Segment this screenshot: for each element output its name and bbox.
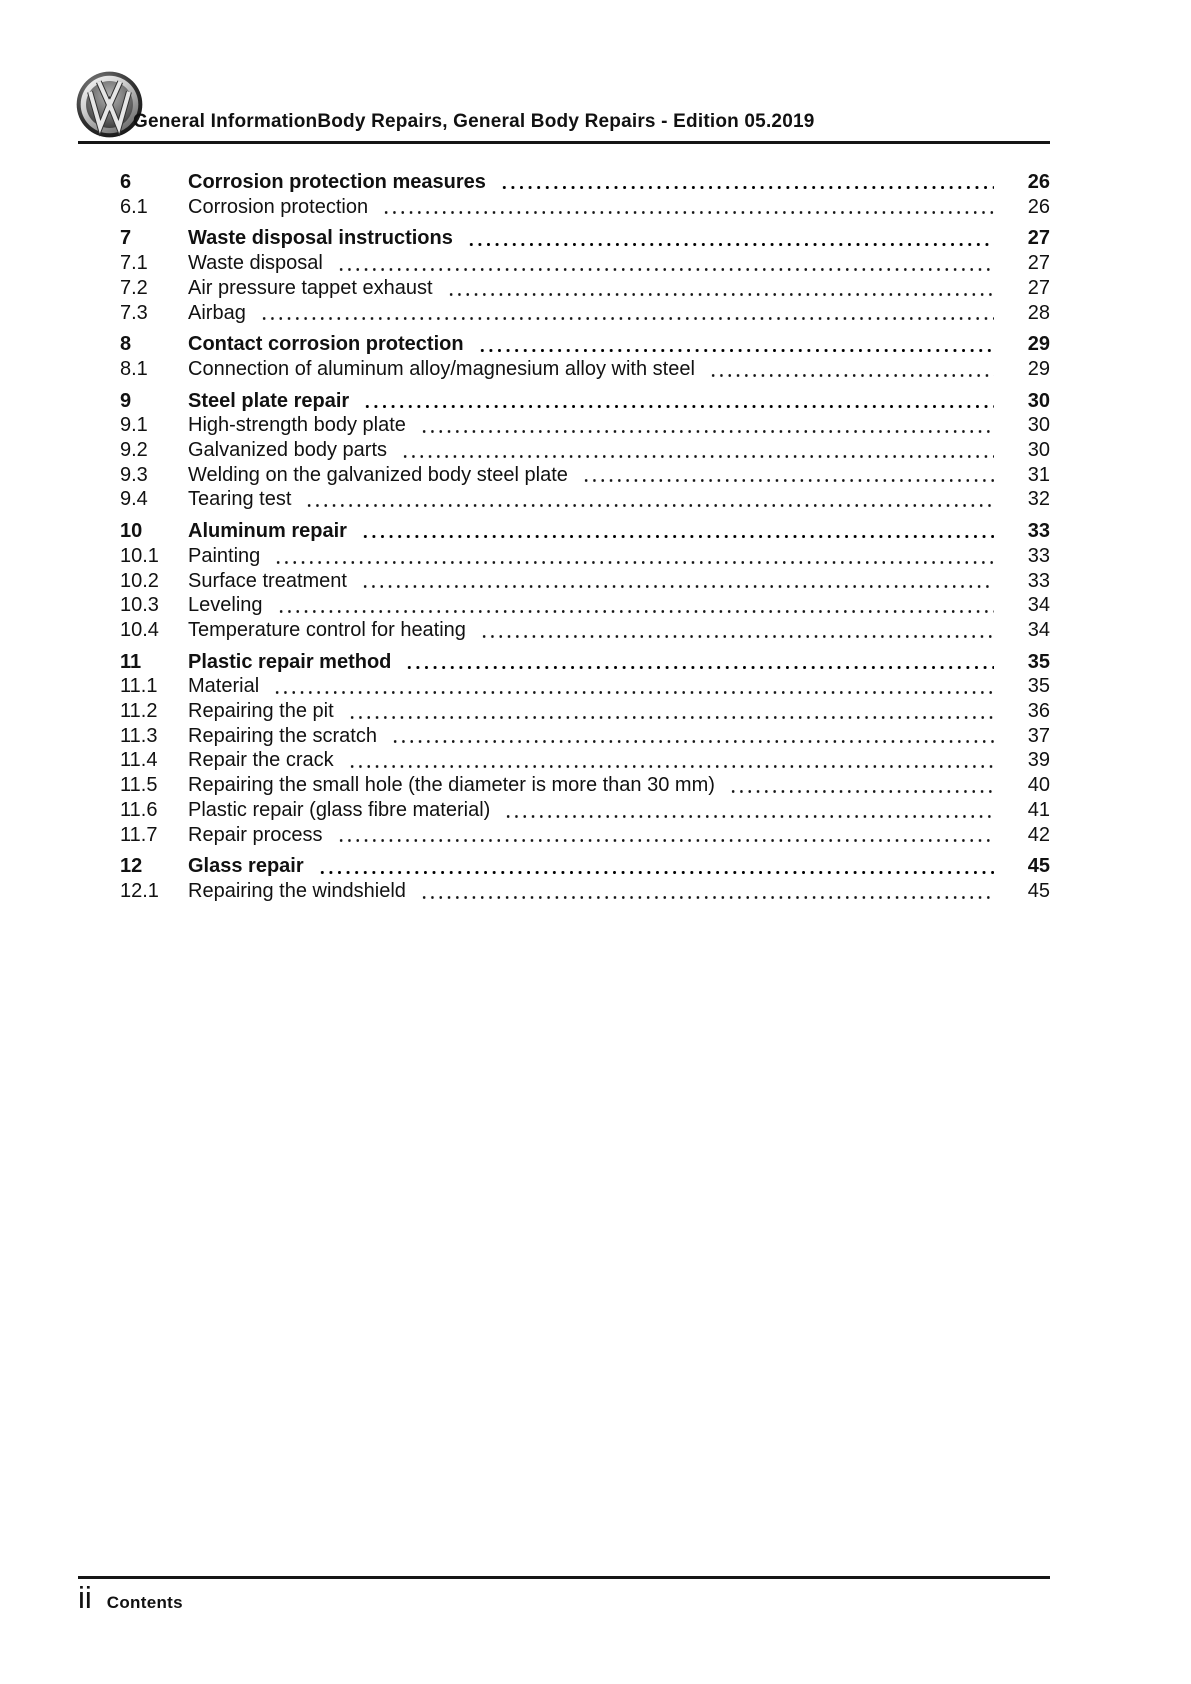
- dot-leader: [337, 823, 994, 848]
- dot-leader: [709, 357, 994, 382]
- toc-row: [120, 699, 1050, 724]
- toc-section-title: Plastic repair (glass fibre material): [188, 798, 491, 821]
- toc-page-number: 32: [1027, 488, 1050, 511]
- dot-leader: [274, 544, 994, 569]
- toc-section-title: Connection of aluminum alloy/magnesium alloy with steel: [188, 357, 695, 380]
- toc-section-title: Repair the crack: [188, 749, 334, 772]
- toc-page-number: 45: [1027, 855, 1050, 878]
- dot-leader: [401, 438, 994, 463]
- toc-row: [120, 276, 1050, 301]
- toc-row: [120, 879, 1050, 904]
- toc-section-number: 10.1: [120, 544, 159, 567]
- toc-list: [120, 163, 1050, 904]
- toc-row: [120, 674, 1050, 699]
- toc-section-number: 11.1: [120, 675, 158, 698]
- footer-page-number: ii: [78, 1580, 92, 1615]
- footer-contents-label: Contents: [106, 1593, 183, 1612]
- page-footer: [78, 1581, 183, 1615]
- toc-row: [120, 487, 1050, 512]
- toc-page-number: 30: [1027, 414, 1050, 437]
- toc-page-number: 31: [1027, 463, 1050, 486]
- toc-page-number: 41: [1027, 798, 1050, 821]
- dot-leader: [348, 748, 994, 773]
- toc-page-number: 28: [1027, 301, 1050, 324]
- toc-page-number: 30: [1027, 389, 1050, 412]
- toc-section-number: 10: [120, 520, 143, 543]
- toc-page-number: 36: [1027, 700, 1050, 723]
- toc-row: [120, 251, 1050, 276]
- dot-leader: [582, 463, 994, 488]
- page-header-title: General InformationBody Repairs, General Body Repairs - Edition 05.2019: [133, 111, 815, 132]
- toc-section-number: 10.3: [120, 594, 159, 617]
- toc-row: [120, 854, 1050, 879]
- header-divider: [78, 141, 1050, 144]
- toc-section-title: Surface treatment: [188, 569, 347, 592]
- toc-section-title: Tearing test: [188, 488, 292, 511]
- toc-page-number: 30: [1027, 439, 1050, 462]
- toc-section-title: Waste disposal instructions: [188, 227, 453, 250]
- toc-row: [120, 618, 1050, 643]
- toc-page-number: 27: [1027, 252, 1050, 275]
- dot-leader: [318, 854, 994, 879]
- toc-section-title: Glass repair: [188, 855, 304, 878]
- toc-page-number: 26: [1027, 171, 1050, 193]
- dot-leader: [480, 618, 994, 643]
- toc-row: [120, 463, 1050, 488]
- toc-row: [120, 798, 1050, 823]
- toc-row: [120, 724, 1050, 749]
- toc-section-number: 7.1: [120, 252, 148, 275]
- toc-section-title: Corrosion protection measures: [188, 171, 486, 193]
- toc-row: [120, 823, 1050, 848]
- dot-leader: [348, 699, 994, 724]
- toc-section-title: Steel plate repair: [188, 389, 350, 412]
- footer-divider: [78, 1576, 1050, 1579]
- dot-leader: [363, 389, 994, 414]
- toc-section-number: 8.1: [120, 357, 148, 380]
- dot-leader: [467, 226, 994, 251]
- toc-row: [120, 773, 1050, 798]
- toc-section-title: Leveling: [188, 594, 263, 617]
- toc-section-title: Temperature control for heating: [188, 618, 466, 641]
- toc-page-number: 42: [1027, 823, 1050, 846]
- toc-row: [120, 413, 1050, 438]
- dot-leader: [361, 569, 994, 594]
- dot-leader: [273, 674, 994, 699]
- toc-section-title: Painting: [188, 544, 261, 567]
- toc-row: [120, 357, 1050, 382]
- toc-section-title: Repairing the scratch: [188, 724, 377, 747]
- toc-page-number: 27: [1027, 227, 1050, 250]
- toc-page-number: 29: [1027, 357, 1050, 380]
- toc-section-number: 6.1: [120, 195, 148, 218]
- toc-section-number: 7: [120, 227, 132, 250]
- toc-page-number: 33: [1027, 544, 1050, 567]
- toc-section-number: 6: [120, 171, 132, 193]
- dot-leader: [382, 195, 994, 220]
- dot-leader: [277, 593, 994, 618]
- toc-section-number: 11.5: [120, 774, 158, 797]
- toc-section-number: 11.7: [120, 823, 158, 846]
- toc-section-number: 9.3: [120, 463, 148, 486]
- toc-page-number: 27: [1027, 276, 1050, 299]
- toc-section-title: Airbag: [188, 301, 246, 324]
- toc-section-number: 11.4: [120, 749, 158, 772]
- toc-row: [120, 332, 1050, 357]
- toc-row: [120, 519, 1050, 544]
- toc-section-number: 7.2: [120, 276, 148, 299]
- toc-page-number: 26: [1027, 195, 1050, 218]
- toc-row: [120, 195, 1050, 220]
- toc-row: [120, 170, 1050, 195]
- toc-row: [120, 438, 1050, 463]
- toc-section-number: 11.6: [120, 798, 158, 821]
- toc-section-title: Corrosion protection: [188, 195, 369, 218]
- toc-page-number: 37: [1027, 724, 1050, 747]
- toc-section-title: Contact corrosion protection: [188, 333, 464, 356]
- toc-section-number: 7.3: [120, 301, 148, 324]
- toc-section-title: High-strength body plate: [188, 414, 406, 437]
- dot-leader: [420, 413, 994, 438]
- toc-section-number: 11: [120, 650, 142, 673]
- dot-leader: [361, 519, 994, 544]
- dot-leader: [337, 251, 994, 276]
- toc-section-title: Galvanized body parts: [188, 439, 388, 462]
- toc-section-number: 9.1: [120, 414, 148, 437]
- toc-section-title: Repairing the pit: [188, 700, 334, 723]
- dot-leader: [260, 301, 994, 326]
- dot-leader: [305, 487, 994, 512]
- toc-section-title: Repair process: [188, 823, 323, 846]
- dot-leader: [478, 332, 994, 357]
- toc-section-number: 11.3: [120, 724, 158, 747]
- toc-row: [120, 650, 1050, 675]
- toc-page-number: 34: [1027, 594, 1050, 617]
- toc-page-number: 45: [1027, 879, 1050, 902]
- toc-section-number: 9: [120, 389, 132, 412]
- toc-section-number: 11.2: [120, 700, 158, 723]
- toc-section-title: Repairing the windshield: [188, 879, 406, 902]
- toc-section-title: Aluminum repair: [188, 520, 347, 543]
- dot-leader: [405, 650, 994, 675]
- toc-section-number: 12.1: [120, 879, 159, 902]
- toc-page-number: 33: [1027, 569, 1050, 592]
- toc-row: [120, 593, 1050, 618]
- toc-section-title: Welding on the galvanized body steel plate: [188, 463, 568, 486]
- dot-leader: [447, 276, 994, 301]
- toc-section-title: Waste disposal: [188, 252, 323, 275]
- toc-page-number: 34: [1027, 618, 1050, 641]
- dot-leader: [391, 724, 994, 749]
- toc-row: [120, 301, 1050, 326]
- toc-section-number: 8: [120, 333, 132, 356]
- toc-section-number: 10.4: [120, 618, 159, 641]
- toc-row: [120, 748, 1050, 773]
- toc-page-number: 29: [1027, 333, 1050, 356]
- toc-section-number: 10.2: [120, 569, 159, 592]
- toc-row: [120, 569, 1050, 594]
- toc-page-number: 33: [1027, 520, 1050, 543]
- toc-section-title: Material: [188, 675, 260, 698]
- toc-section-number: 12: [120, 855, 143, 878]
- toc-page-number: 39: [1027, 749, 1050, 772]
- dot-leader: [504, 798, 994, 823]
- toc-section-title: Plastic repair method: [188, 650, 392, 673]
- toc-row: [120, 389, 1050, 414]
- toc-section-title: Repairing the small hole (the diameter is more than 30 mm): [188, 774, 715, 797]
- toc-row: [120, 544, 1050, 569]
- toc-page-number: 35: [1027, 650, 1050, 673]
- toc-page-number: 35: [1027, 675, 1050, 698]
- toc-page-number: 40: [1027, 774, 1050, 797]
- dot-leader: [500, 170, 994, 195]
- dot-leader: [420, 879, 994, 904]
- toc-section-title: Air pressure tappet exhaust: [188, 276, 433, 299]
- dot-leader: [729, 773, 994, 798]
- toc-section-number: 9.2: [120, 439, 148, 462]
- toc-section-number: 9.4: [120, 488, 148, 511]
- toc-row: [120, 226, 1050, 251]
